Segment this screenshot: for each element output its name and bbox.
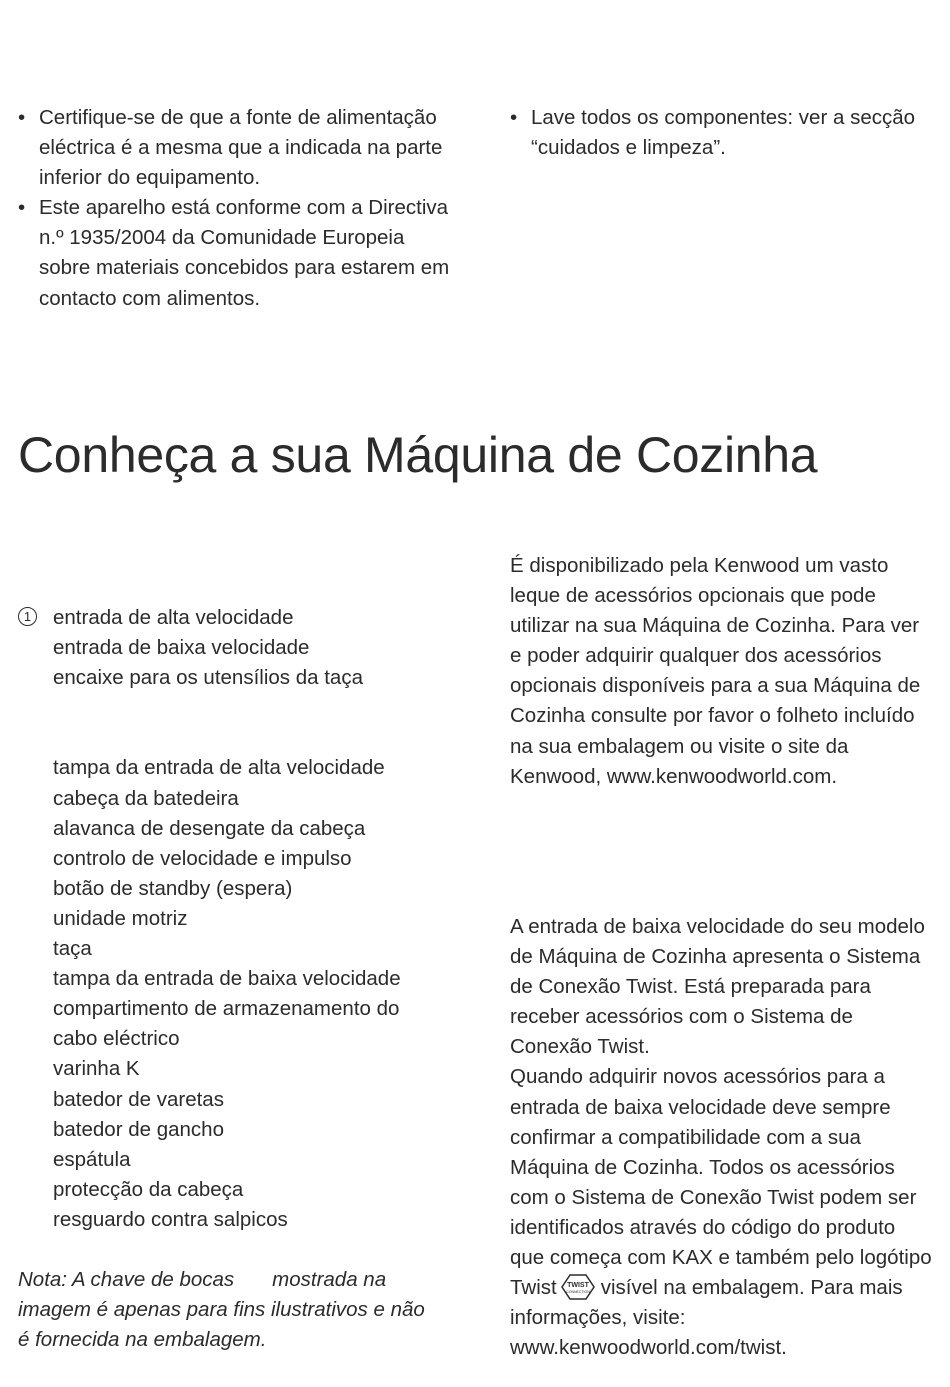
bullet-item: • Este aparelho está conforme com a Directiva n.º 1935/2004 da Comunidade Europeia sobre materiais concebidos para estarem em contacto com alimentos.: [18, 193, 458, 313]
accessories-paragraph: É disponibilizado pela Kenwood um vasto leque de acessórios opcionais que pode utilizar na sua Máquina de Cozinha. Para ver e poder adquirir qualquer dos acessórios opcionais disponíveis para a sua Máquina de Cozinha consulte por favor o folheto incluído na sua embalagem ou visite o site da Kenwood, www.kenwoodworld.com.: [510, 554, 921, 788]
list-item: [18, 844, 458, 874]
bullet-item: • Certifique-se de que a fonte de alimentação eléctrica é a mesma que a indicada na parte inferior do equipamento.: [18, 103, 458, 193]
list-gap: [18, 693, 458, 753]
part-label: tampa da entrada de alta velocidade: [53, 756, 385, 780]
circled-number-1: 1: [18, 607, 37, 626]
twist-connection-logo-icon: [561, 1274, 595, 1300]
list-item: [18, 1145, 458, 1175]
twist-text-after-logo: visível na embalagem. Para mais informações, visite: www.kenwoodworld.com/twist.: [510, 1276, 903, 1360]
list-item: [18, 784, 458, 814]
part-label: alavanca de desengate da cabeça: [53, 816, 366, 840]
list-item: [18, 874, 458, 904]
note-paragraph: [18, 1265, 438, 1355]
list-item: [18, 1175, 458, 1205]
top-left-bullet-list: [18, 103, 458, 314]
part-label: batedor de gancho: [53, 1117, 224, 1141]
list-item: [18, 904, 458, 934]
twist-paragraph-2: [510, 1062, 935, 1363]
list-item: [18, 1085, 458, 1115]
list-item: [18, 1205, 458, 1235]
part-label: encaixe para os utensílios da taça: [53, 666, 363, 690]
part-label: unidade motriz: [53, 906, 188, 930]
part-label: taça: [53, 937, 92, 961]
part-label: botão de standby (espera): [53, 876, 293, 900]
note-text-start: Nota: A chave de bocas: [18, 1268, 235, 1291]
twist-logo-subtext: CONNECTION: [565, 1289, 590, 1294]
part-label: cabeça da batedeira: [53, 786, 239, 810]
part-label: entrada de alta velocidade: [53, 606, 294, 629]
parts-list: [18, 603, 458, 1235]
list-item: [18, 994, 458, 1024]
part-label: protecção da cabeça: [53, 1177, 244, 1201]
twist-section: [510, 912, 935, 1363]
section-title: Conheça a sua Máquina de Cozinha: [18, 427, 818, 483]
list-item: [18, 633, 458, 663]
list-item: [18, 1054, 458, 1084]
list-item: [18, 1024, 458, 1054]
list-item: [18, 603, 458, 633]
part-label: varinha K: [53, 1057, 140, 1081]
note-text-end: mostrada na imagem é apenas para fins ilustrativos e não é fornecida na embalagem.: [18, 1268, 425, 1352]
part-label: batedor de varetas: [53, 1087, 224, 1111]
part-label: compartimento de armazenamento do: [53, 997, 400, 1021]
part-label: entrada de baixa velocidade: [53, 636, 310, 660]
list-item: [18, 663, 458, 693]
part-label: cabo eléctrico: [53, 1027, 180, 1051]
twist-paragraph-1: A entrada de baixa velocidade do seu modelo de Máquina de Cozinha apresenta o Sistema de Conexão Twist. Está preparada para receber acessórios com o Sistema de Conexão Twist.: [510, 915, 925, 1059]
list-item: [18, 934, 458, 964]
top-right-bullet-list: [510, 103, 935, 163]
list-item: [18, 964, 458, 994]
list-item: [18, 753, 458, 783]
part-label: controlo de velocidade e impulso: [53, 846, 352, 870]
part-label: espátula: [53, 1147, 131, 1171]
list-item: [18, 814, 458, 844]
twist-text-before-logo: Quando adquirir novos acessórios para a entrada de baixa velocidade deve sempre confirmar a compatibilidade com a sua Máquina de Cozinha. Todos os acessórios com o Sistema de Conexão Twist podem ser identificados através do código do produto que começa com KAX e também pelo logótipo Twist: [510, 1065, 932, 1300]
part-label: tampa da entrada de baixa velocidade: [53, 967, 401, 991]
twist-logo-text: TWIST: [566, 1281, 589, 1289]
list-item: [18, 1115, 458, 1145]
part-label: resguardo contra salpicos: [53, 1207, 288, 1231]
bullet-item: • Lave todos os componentes: ver a secção “cuidados e limpeza”.: [510, 103, 935, 163]
